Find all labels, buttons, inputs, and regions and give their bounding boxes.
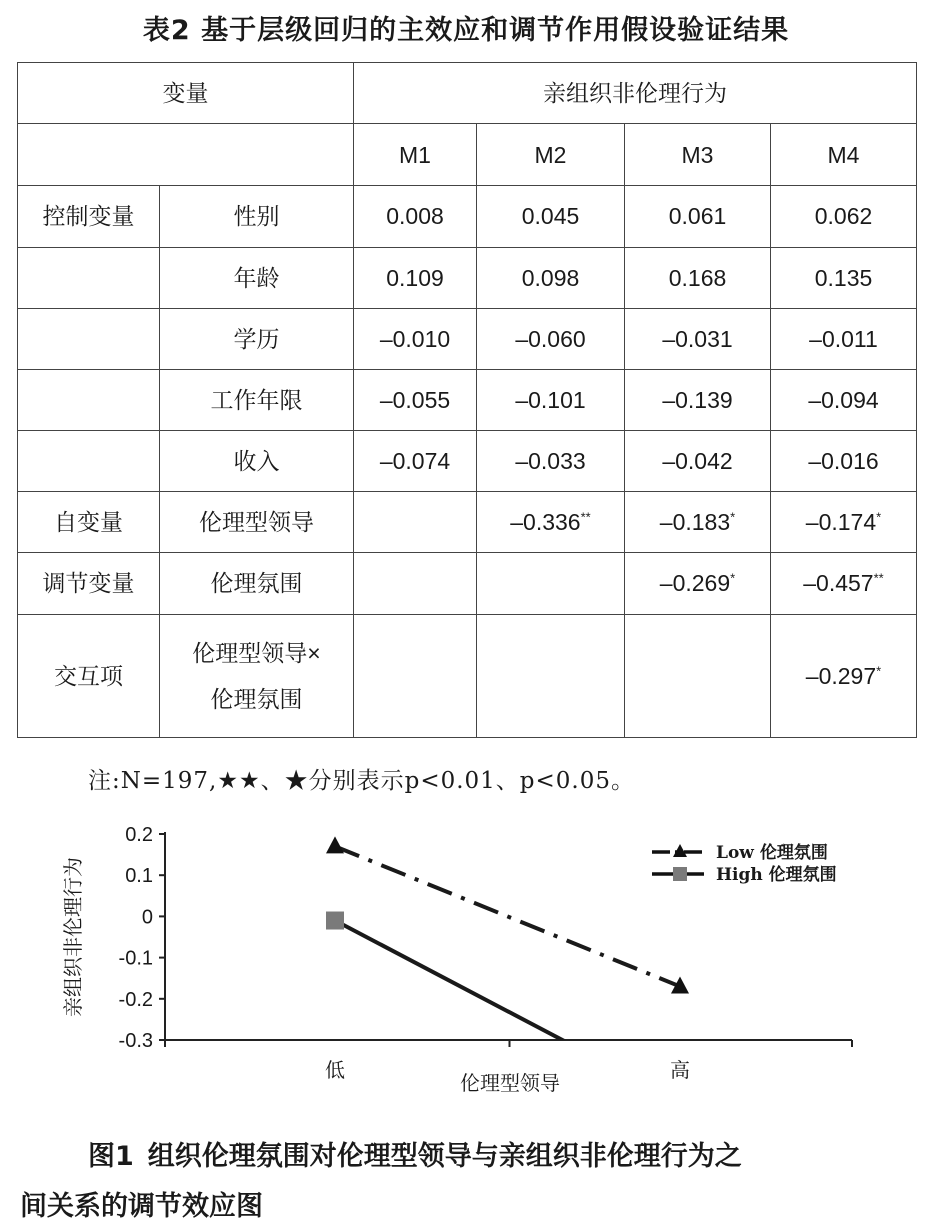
- x-category-label: 低: [325, 1058, 345, 1082]
- coef-cell: [625, 431, 771, 492]
- row-group: [18, 308, 160, 369]
- table-row: [18, 614, 917, 737]
- coef-value: –0.183: [659, 509, 731, 536]
- model-m2: M2: [477, 124, 625, 186]
- table-row: [18, 308, 917, 369]
- data-point-square: [326, 912, 344, 930]
- table-row: [18, 186, 917, 247]
- data-point-triangle: [326, 836, 344, 853]
- coef-value: –0.101: [515, 386, 586, 413]
- model-m1: M1: [354, 124, 477, 186]
- model-m3: M3: [625, 124, 771, 186]
- significance-stars: *: [876, 509, 882, 525]
- row-variable-name-line2: 伦理氛围: [210, 685, 303, 712]
- significance-stars: *: [730, 509, 736, 525]
- coef-cell: [625, 308, 771, 369]
- coef-value: –0.060: [515, 325, 586, 352]
- coef-cell: [625, 614, 771, 737]
- coef-value: –0.297: [805, 662, 877, 689]
- row-variable-name: 伦理型领导: [160, 492, 354, 553]
- row-group: 自变量: [18, 492, 160, 553]
- coef-value: 0.098: [521, 264, 580, 291]
- table-row: [18, 492, 917, 553]
- coef-cell: [477, 553, 625, 614]
- coef-value: –0.074: [379, 448, 451, 475]
- coef-value: 0.168: [668, 264, 727, 291]
- row-group: 交互项: [18, 614, 160, 737]
- caption-line1: 组织伦理氛围对伦理型领导与亲组织非伦理行为之: [147, 1141, 742, 1172]
- table-title: 表2 基于层级回归的主效应和调节作用假设验证结果: [142, 15, 790, 46]
- y-tick-label: 0.2: [125, 824, 153, 846]
- row-variable-name: 性别: [160, 186, 354, 247]
- row-group: 控制变量: [18, 186, 160, 247]
- coef-cell: [477, 492, 625, 553]
- coef-cell: [625, 492, 771, 553]
- coef-value: –0.094: [808, 386, 879, 413]
- coef-value: –0.174: [805, 509, 877, 536]
- row-variable-name: [160, 614, 354, 737]
- header-dependent: 亲组织非伦理行为: [354, 63, 917, 124]
- coef-value: –0.042: [662, 448, 733, 475]
- caption-line2: 间关系的调节效应图: [20, 1191, 263, 1222]
- coef-cell: [771, 492, 917, 553]
- coef-value: –0.269: [659, 570, 731, 597]
- coef-cell: [771, 247, 917, 308]
- row-variable-name: 工作年限: [160, 369, 354, 430]
- coef-value: –0.336: [510, 509, 581, 536]
- row-variable-name: 年龄: [160, 247, 354, 308]
- coef-cell: [771, 431, 917, 492]
- coef-cell: [477, 614, 625, 737]
- model-row-blank: [18, 124, 354, 186]
- coef-value: –0.139: [662, 386, 733, 413]
- coef-value: 0.062: [814, 203, 873, 230]
- coef-value: 0.045: [521, 203, 580, 230]
- coef-cell: [625, 247, 771, 308]
- y-tick-label: -0.2: [118, 988, 153, 1011]
- row-variable-name-line1: 伦理型领导×: [192, 639, 321, 666]
- caption-number: 图1: [88, 1141, 134, 1172]
- y-tick-label: 0.1: [125, 865, 153, 888]
- coef-cell: [477, 369, 625, 430]
- coef-cell: [354, 431, 477, 492]
- y-tick-label: -0.3: [118, 1030, 153, 1052]
- coef-cell: [771, 614, 917, 737]
- table-row: [18, 553, 917, 614]
- coef-cell: [477, 308, 625, 369]
- regression-table: [17, 62, 917, 738]
- coef-value: –0.011: [809, 325, 878, 352]
- legend-label: High 伦理氛围: [716, 865, 837, 885]
- row-variable-name: 收入: [160, 431, 354, 492]
- coef-cell: [625, 369, 771, 430]
- header-row: [18, 63, 917, 124]
- coef-cell: [354, 614, 477, 737]
- coef-cell: [771, 369, 917, 430]
- row-variable-name: 学历: [160, 308, 354, 369]
- x-axis-title: 伦理型领导: [460, 1071, 560, 1095]
- coef-cell: [354, 553, 477, 614]
- moderation-chart: [40, 812, 870, 1112]
- coef-value: –0.055: [379, 386, 451, 413]
- series-line-low: [335, 846, 680, 986]
- y-tick-label: 0: [141, 906, 153, 929]
- significance-stars: **: [580, 509, 591, 525]
- header-variable: 变量: [18, 63, 354, 124]
- coef-cell: [477, 186, 625, 247]
- table-row: [18, 247, 917, 308]
- row-group: [18, 247, 160, 308]
- table-row: [18, 431, 917, 492]
- coef-cell: [354, 369, 477, 430]
- coef-value: –0.031: [662, 325, 733, 352]
- coef-value: –0.457: [803, 570, 874, 597]
- coef-value: 0.008: [386, 203, 444, 230]
- coef-cell: [771, 553, 917, 614]
- coef-value: –0.010: [379, 325, 451, 352]
- coef-cell: [477, 247, 625, 308]
- row-variable-name: 伦理氛围: [160, 553, 354, 614]
- y-tick-label: -0.1: [118, 947, 153, 970]
- legend-marker-square: [673, 867, 687, 881]
- x-category-label: 高: [670, 1058, 690, 1082]
- significance-stars: *: [876, 663, 882, 679]
- table-row: [18, 369, 917, 430]
- model-row: [18, 124, 917, 186]
- coef-cell: [477, 431, 625, 492]
- coef-value: –0.016: [808, 448, 879, 475]
- plot-area: [335, 846, 680, 1101]
- model-m4: M4: [771, 124, 917, 186]
- row-group: [18, 431, 160, 492]
- row-group: [18, 369, 160, 430]
- coef-value: 0.061: [668, 203, 727, 230]
- coef-cell: [625, 553, 771, 614]
- coef-value: 0.109: [386, 264, 444, 291]
- coef-value: –0.033: [515, 448, 586, 475]
- coef-cell: [354, 186, 477, 247]
- row-group: 调节变量: [18, 553, 160, 614]
- figure-caption: [20, 1132, 920, 1232]
- significance-stars: **: [873, 570, 884, 586]
- coef-cell: [771, 186, 917, 247]
- coef-cell: [354, 492, 477, 553]
- coef-value: 0.135: [814, 264, 873, 291]
- y-axis-title: 亲组织非伦理行为: [61, 857, 85, 1017]
- coef-cell: [354, 308, 477, 369]
- coef-cell: [354, 247, 477, 308]
- table-note: 注:N=197,★★、★分别表示p<0.01、p<0.05。: [88, 768, 636, 794]
- legend-label: Low 伦理氛围: [716, 843, 828, 863]
- significance-stars: *: [730, 570, 736, 586]
- coef-cell: [625, 186, 771, 247]
- coef-cell: [771, 308, 917, 369]
